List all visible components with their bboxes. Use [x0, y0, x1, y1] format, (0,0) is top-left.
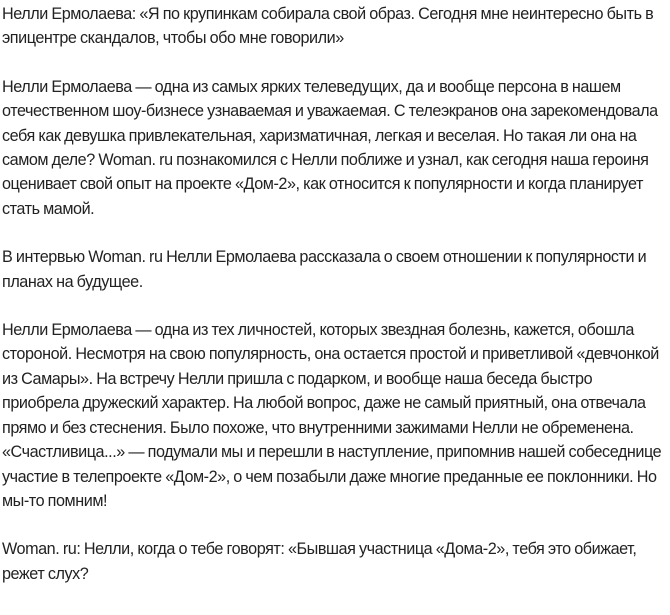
interview-question-paragraph: Woman. ru: Нелли, когда о тебе говорят: «Бывшая участница «Дома-2», тебя это обижает, режет слух? — [2, 540, 637, 583]
article-intro-paragraph: Нелли Ермолаева — одна из самых ярких телеведущих, да и вообще персона в нашем отечественном шоу-бизнесе узнаваемая и уважаемая. С телеэкранов она зарекомендовала себя как девушка привлекательная, харизматичная, легкая и веселая. Но такая ли она на самом деле? Woman. ru познакомился с Нелли поближе и узнал, как сегодня наша героиня оценивает свой опыт на проекте «Дом-2», как относится к популярности и когда планирует стать мамой. — [2, 77, 658, 218]
article-headline-paragraph: Нелли Ермолаева: «Я по крупинкам собирала свой образ. Сегодня мне неинтересно быть в эпицентре скандалов, чтобы обо мне говорили» — [2, 5, 654, 48]
article-lead-paragraph: В интервью Woman. ru Нелли Ермолаева рассказала о своем отношении к популярности и планах на будущее. — [2, 248, 647, 291]
article-body-paragraph: Нелли Ермолаева — одна из тех личностей, которых звездная болезнь, кажется, обошла стороной. Несмотря на свою популярность, она остается простой и приветливой «девчонкой из Самары». На встречу Нелли пришла с подарком, и вообще наша беседа быстро приобрела дружеский характер. На любой вопрос, даже не самый приятный, она отвечала прямо и без стеснения. Было похоже, что внутренними зажимами Нелли не обременена. «Счастливица...» — подумали мы и перешли в наступление, припомнив нашей собеседнице участие в телепроекте «Дом-2», о чем позабыли даже многие преданные ее поклонники. Но мы-то помним! — [2, 321, 662, 510]
